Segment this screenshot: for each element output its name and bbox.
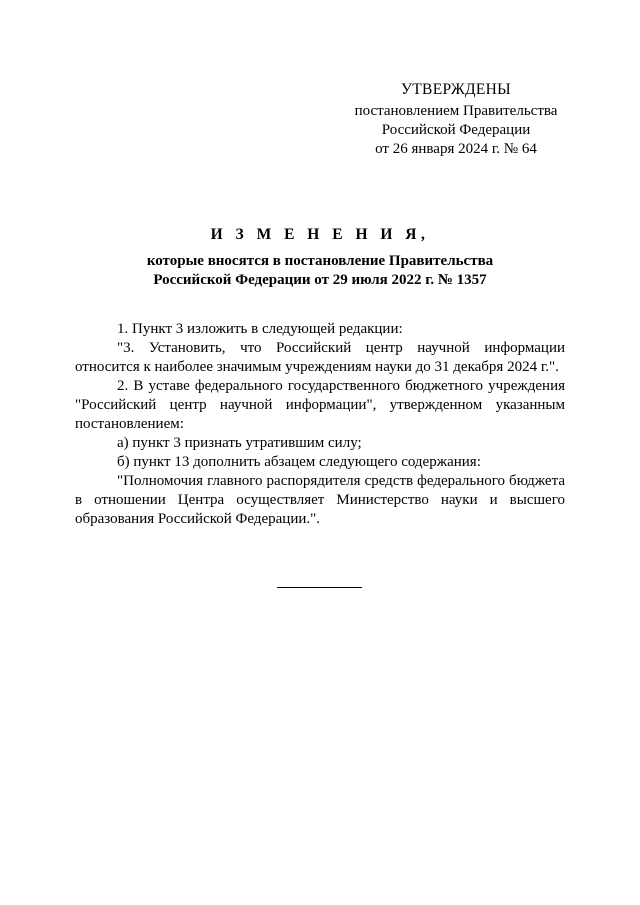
approval-line-2: Российской Федерации (381, 122, 531, 138)
approval-line-3: от 26 января 2024 г. № 64 (375, 141, 537, 157)
paragraph-item-1: 1. Пункт 3 изложить в следующей редакции: (117, 321, 403, 337)
document-body (75, 320, 565, 529)
paragraph-item-13-text: "Полномочия главного распорядителя средств федерального бюджета в отношении Центра осуществляет Министерство науки и высшего образования Российской Федерации.". (75, 473, 565, 527)
paragraph-item-2: 2. В уставе федерального государственного бюджетного учреждения "Российский центр научной информации", утвержденном указанным постановлением: (75, 378, 565, 432)
closing-separator-line (277, 587, 362, 588)
document-subtitle (120, 252, 520, 290)
subtitle-line-1: которые вносятся в постановление Правительства (146, 253, 494, 269)
paragraph-subitem-b: б) пункт 13 дополнить абзацем следующего содержания: (117, 454, 481, 470)
document-title: И З М Е Н Е Н И Я, (210, 226, 430, 243)
approval-block (340, 80, 572, 159)
approval-line-1: постановлением Правительства (354, 103, 558, 119)
subtitle-line-2: Российской Федерации от 29 июля 2022 г. № 1357 (153, 272, 487, 288)
paragraph-subitem-a: а) пункт 3 признать утратившим силу; (117, 435, 362, 451)
paragraph-item-3-text: "3. Установить, что Российский центр научной информации относится к наиболее значимым учреждениям науки до 31 декабря 2024 г.". (75, 340, 565, 375)
approval-stamp: УТВЕРЖДЕНЫ (401, 81, 511, 98)
